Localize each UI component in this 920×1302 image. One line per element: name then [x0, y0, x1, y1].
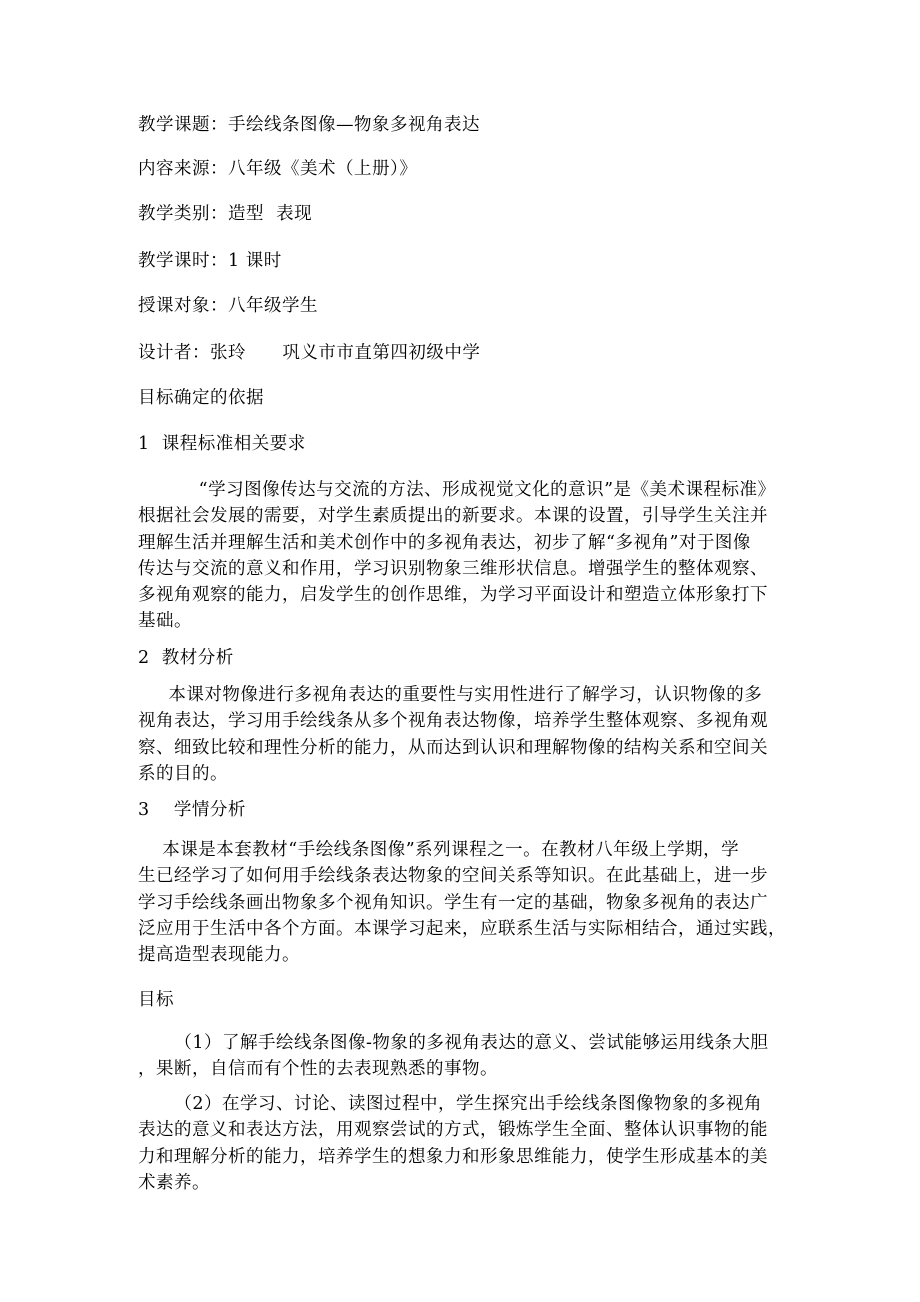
content-source: 内容来源：八年级《美术（上册）》 — [138, 159, 418, 179]
designer: 设计者：张玲 巩义市市直第四初级中学 — [138, 343, 481, 363]
text-line: 生已经学习了如何用手绘线条表达物象的空间关系等知识。在此基础上，进一步 — [138, 866, 768, 887]
text-line: 泛应用于生活中各个方面。本课学习起来，应联系生活与实际相结合，通过实践， — [138, 918, 786, 939]
goal-2 — [138, 1091, 808, 1196]
text-line: （1）了解手绘线条图像-物象的多视角表达的意义、尝试能够运用线条大胆 — [138, 1033, 769, 1053]
section-1-body — [138, 477, 808, 635]
goal-basis-heading: 目标确定的依据 — [138, 388, 264, 408]
text-line: 表达的意义和表达方法，用观察尝试的方式，锻炼学生全面、整体认识事物的能 — [138, 1120, 768, 1141]
text-line: 力和理解分析的能力，培养学生的想象力和形象思维能力，使学生形成基本的美 — [138, 1146, 768, 1167]
text-line: ，果断，自信而有个性的去表现熟悉的事物。 — [138, 1059, 498, 1080]
goal-1 — [138, 1030, 808, 1083]
text-line: 察、细致比较和理性分析的能力，从而达到认识和理解物像的结构关系和空间关 — [138, 737, 768, 758]
text-line: 基础。 — [138, 611, 192, 632]
class-hours: 教学课时：1 课时 — [138, 251, 282, 271]
text-line: 本课对物像进行多视角表达的重要性与实用性进行了解学习，认识物像的多 — [138, 685, 763, 705]
text-line: 本课是本套教材“手绘线条图像”系列课程之一。在教材八年级上学期，学 — [138, 840, 740, 860]
teaching-category: 教学类别：造型 表现 — [138, 204, 313, 224]
text-line: 多视角观察的能力，启发学生的创作思维，为学习平面设计和塑造立体形象打下 — [138, 585, 768, 606]
text-line: 术素养。 — [138, 1172, 210, 1193]
section-3-title: 3 学情分析 — [138, 800, 246, 820]
section-1-title: 1 课程标准相关要求 — [138, 434, 306, 454]
section-2-title: 2 教材分析 — [138, 648, 234, 668]
section-2-body — [138, 682, 808, 787]
target-students: 授课对象：八年级学生 — [138, 296, 318, 316]
text-line: 根据社会发展的需要，对学生素质提出的新要求。本课的设置，引导学生关注并 — [138, 506, 768, 527]
text-line: 提高造型表现能力。 — [138, 945, 300, 966]
text-line: 系的目的。 — [138, 763, 228, 784]
section-3-body — [138, 837, 808, 968]
text-line: 视角表达，学习用手绘线条从多个视角表达物像，培养学生整体观察、多视角观 — [138, 711, 768, 732]
goals-heading: 目标 — [138, 990, 174, 1010]
text-line: 传达与交流的意义和作用，学习识别物象三维形状信息。增强学生的整体观察、 — [138, 558, 768, 579]
text-line: “学习图像传达与交流的方法、形成视觉文化的意识”是《美术课程标准》 — [138, 480, 776, 500]
text-line: （2）在学习、讨论、读图过程中，学生探究出手绘线条图像物象的多视角 — [138, 1094, 763, 1114]
lesson-topic: 教学课题：手绘线条图像—物象多视角表达 — [138, 115, 480, 135]
text-line: 学习手绘线条画出物象多个视角知识。学生有一定的基础，物象多视角的表达广 — [138, 892, 768, 913]
text-line: 理解生活并理解生活和美术创作中的多视角表达，初步了解“多视角”对于图像 — [138, 532, 751, 553]
